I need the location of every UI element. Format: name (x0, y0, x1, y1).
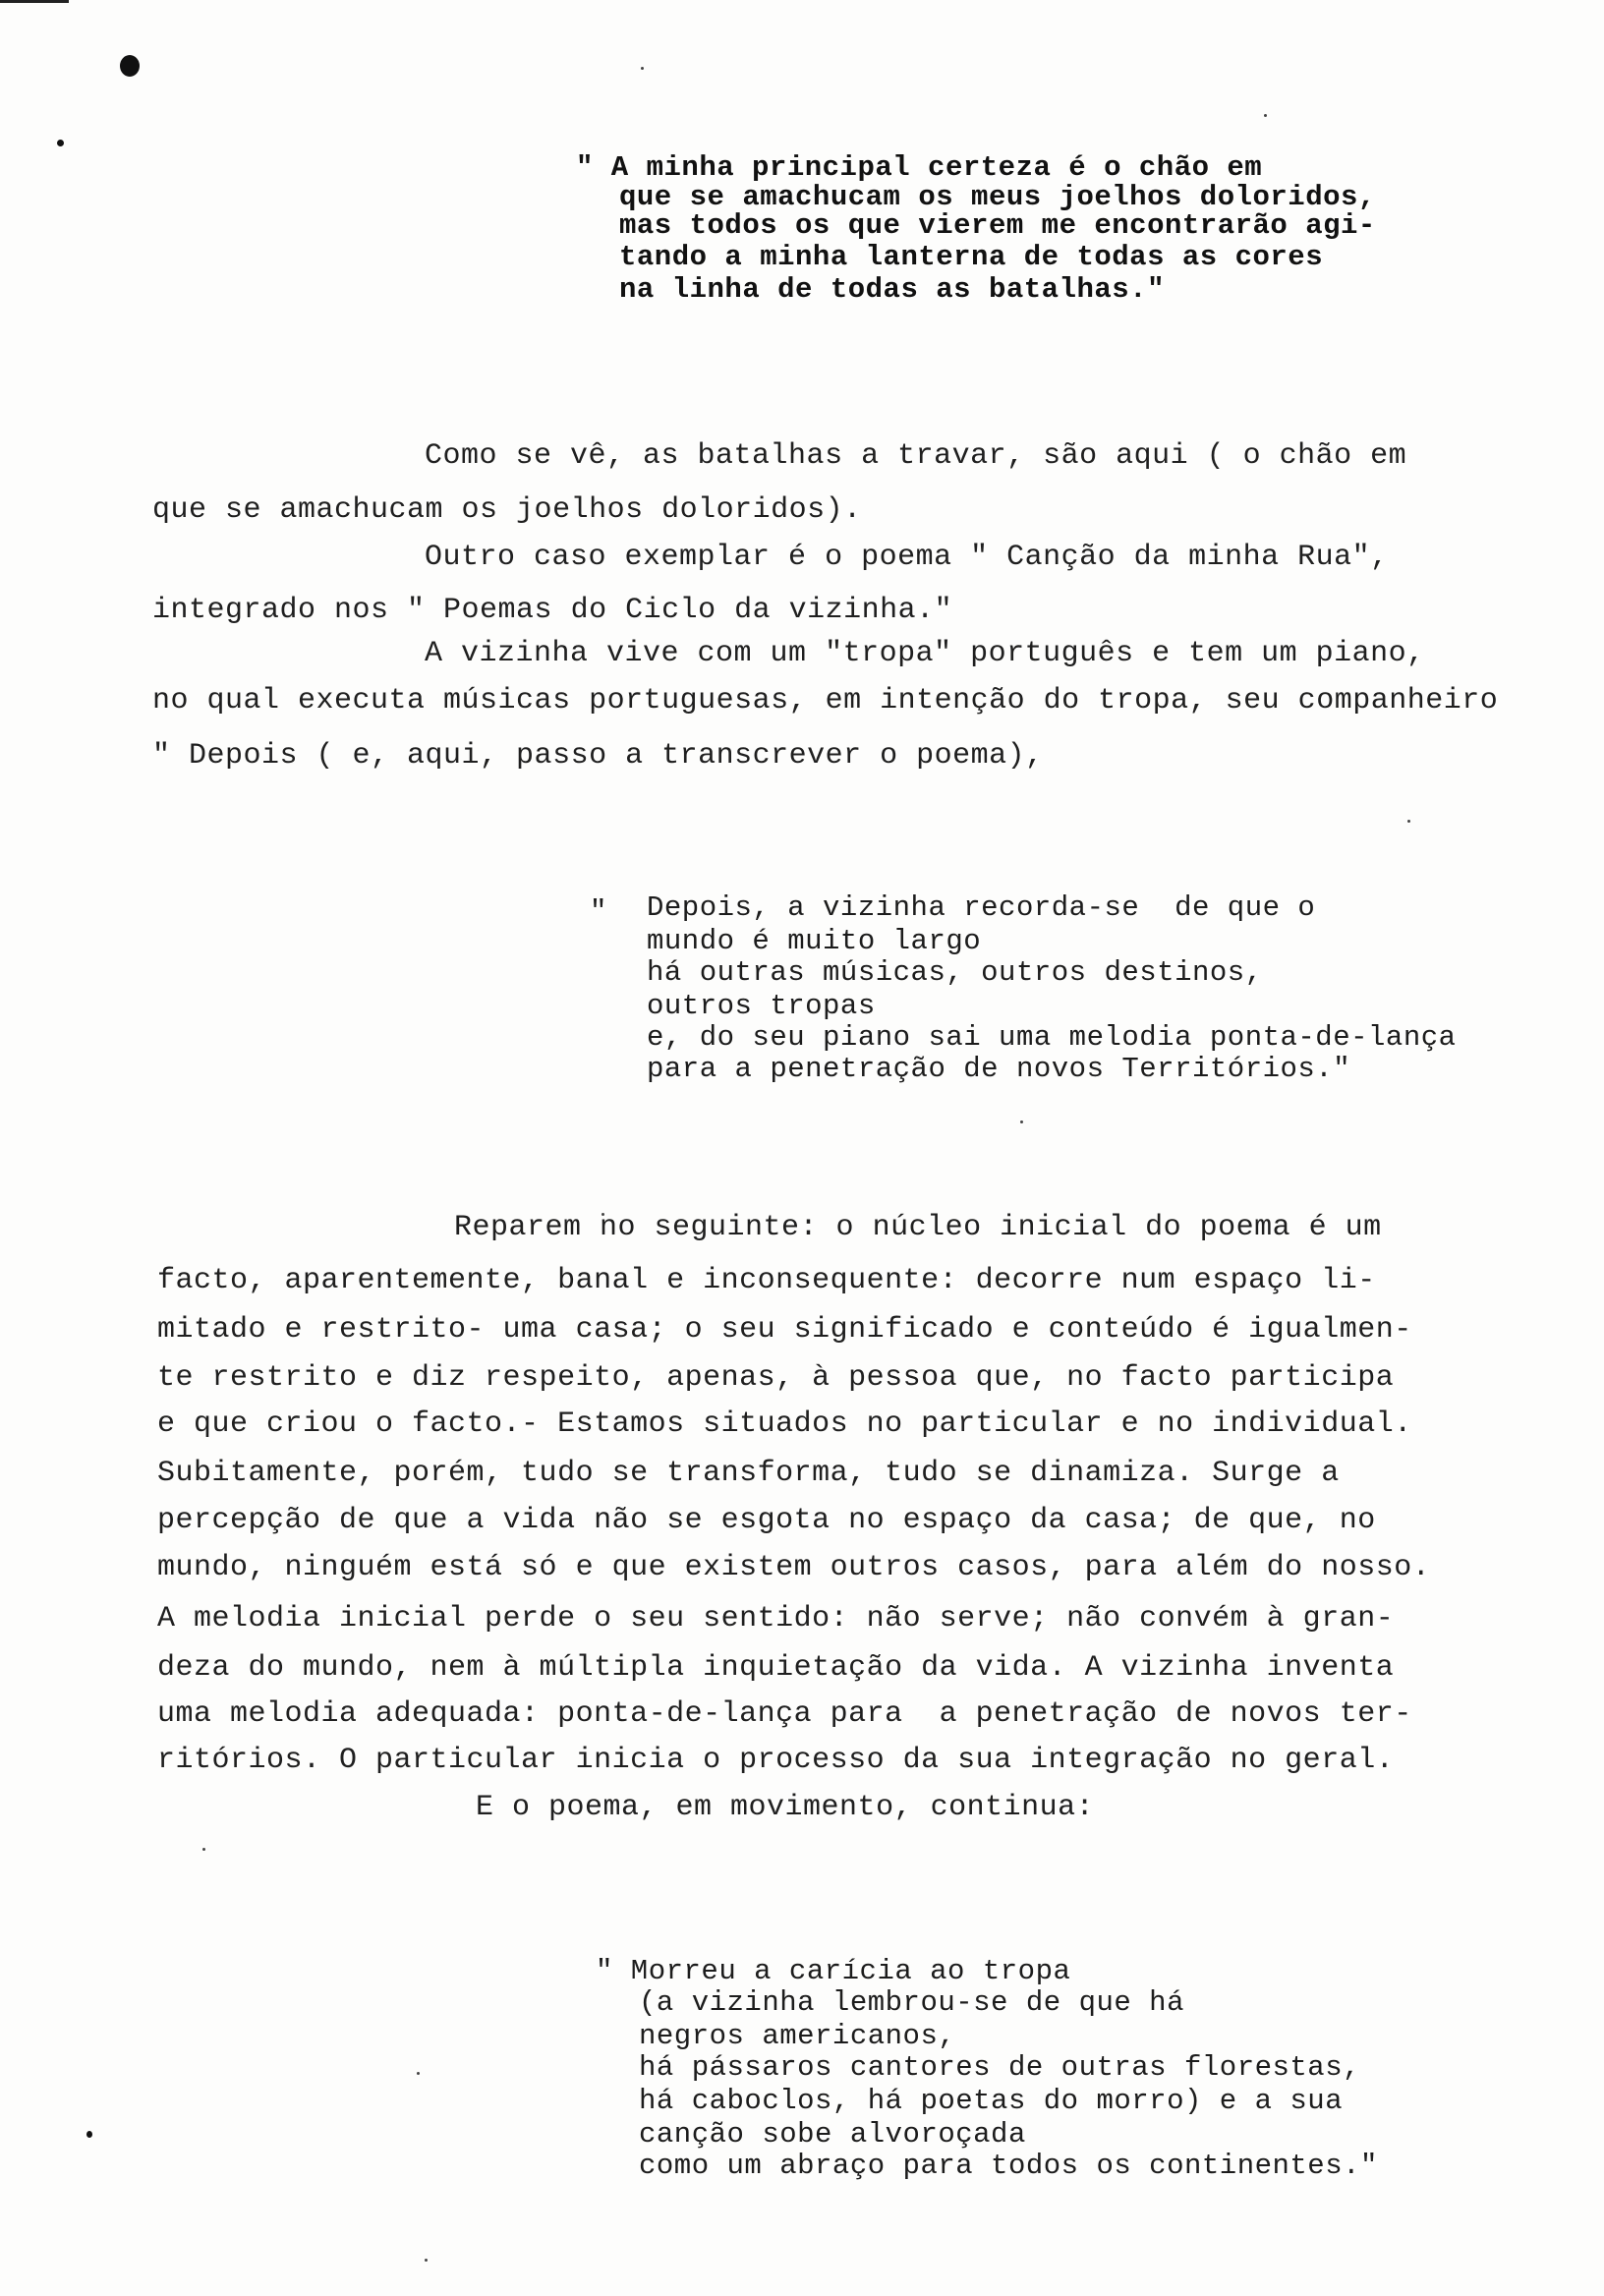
paragraph-line: facto, aparentemente, banal e inconsequente: decorre num espaço li- (157, 1264, 1376, 1297)
paragraph-line: A vizinha vive com um "tropa" português e tem um piano, (425, 637, 1425, 670)
ink-speck (86, 2131, 92, 2138)
ink-speck (425, 2259, 428, 2262)
paragraph-line: uma melodia adequada: ponta-de-lança para a penetração de novos ter- (157, 1697, 1412, 1731)
paragraph-line: que se amachucam os joelhos doloridos). (152, 493, 862, 527)
quote-line: negros americanos, (639, 2020, 956, 2052)
paragraph-line: Subitamente, porém, tudo se transforma, tudo se dinamiza. Surge a (157, 1457, 1340, 1490)
quote-line: outros tropas (647, 990, 876, 1022)
paragraph-line: Reparem no seguinte: o núcleo inicial do poema é um (454, 1211, 1382, 1244)
quote-line: há caboclos, há poetas do morro) e a sua (639, 2085, 1344, 2117)
paragraph-line: percepção de que a vida não se esgota no espaço da casa; de que, no (157, 1504, 1376, 1537)
quote-line: Depois, a vizinha recorda-se de que o (647, 891, 1316, 924)
quote-line: que se amachucam os meus joelhos doloridos, (619, 181, 1376, 213)
paragraph-line: E o poema, em movimento, continua: (476, 1791, 1095, 1824)
paragraph-line: te restrito e diz respeito, apenas, à pessoa que, no facto participa (157, 1361, 1395, 1395)
paragraph-line: deza do mundo, nem à múltipla inquietação da vida. A vizinha inventa (157, 1651, 1395, 1685)
ink-speck (1020, 1120, 1023, 1123)
quote-line: " A minha principal certeza é o chão em (576, 151, 1263, 184)
paragraph-line: integrado nos " Poemas do Ciclo da vizinha." (152, 594, 953, 627)
quote-line: como um abraço para todos os continentes." (639, 2150, 1378, 2182)
paragraph-line: mitado e restrito- uma casa; o seu significado e conteúdo é igualmen- (157, 1313, 1412, 1347)
ink-speck (1407, 820, 1410, 823)
quote-line: mundo é muito largo (647, 925, 982, 957)
paragraph-line: no qual executa músicas portuguesas, em intenção do tropa, seu companheiro (152, 684, 1499, 718)
quote-line: há pássaros cantores de outras florestas, (639, 2051, 1361, 2084)
quote-open-mark: " (590, 895, 607, 928)
quote-line: " Morreu a carícia ao tropa (596, 1955, 1071, 1987)
ink-speck (57, 140, 64, 146)
ink-speck (417, 2072, 420, 2075)
ink-speck (1264, 114, 1267, 117)
ink-speck (641, 67, 644, 70)
quote-line: há outras músicas, outros destinos, (647, 956, 1263, 989)
quote-line: e, do seu piano sai uma melodia ponta-de-lança (647, 1021, 1457, 1054)
quote-line: (a vizinha lembrou-se de que há (639, 1986, 1184, 2019)
paragraph-line: ritórios. O particular inicia o processo da sua integração no geral. (157, 1744, 1395, 1777)
quote-line: canção sobe alvoroçada (639, 2118, 1026, 2151)
paragraph-line: A melodia inicial perde o seu sentido: não serve; não convém à gran- (157, 1602, 1395, 1636)
quote-line: para a penetração de novos Territórios." (647, 1053, 1351, 1085)
quote-line: mas todos os que vierem me encontrarão agi- (619, 209, 1376, 242)
paragraph-line: " Depois ( e, aqui, passo a transcrever o poema), (152, 739, 1044, 773)
quote-line: tando a minha lanterna de todas as cores (619, 241, 1324, 273)
paragraph-line: e que criou o facto.- Estamos situados no particular e no individual. (157, 1407, 1412, 1441)
paragraph-line: Como se vê, as batalhas a travar, são aqui ( o chão em (425, 439, 1407, 473)
paragraph-line: Outro caso exemplar é o poema " Canção da minha Rua", (425, 541, 1389, 574)
ink-blot (120, 55, 140, 77)
ink-speck (202, 1848, 205, 1851)
paragraph-line: mundo, ninguém está só e que existem outros casos, para além do nosso. (157, 1551, 1431, 1584)
page-edge-mark (0, 0, 69, 3)
quote-line: na linha de todas as batalhas." (619, 273, 1165, 306)
